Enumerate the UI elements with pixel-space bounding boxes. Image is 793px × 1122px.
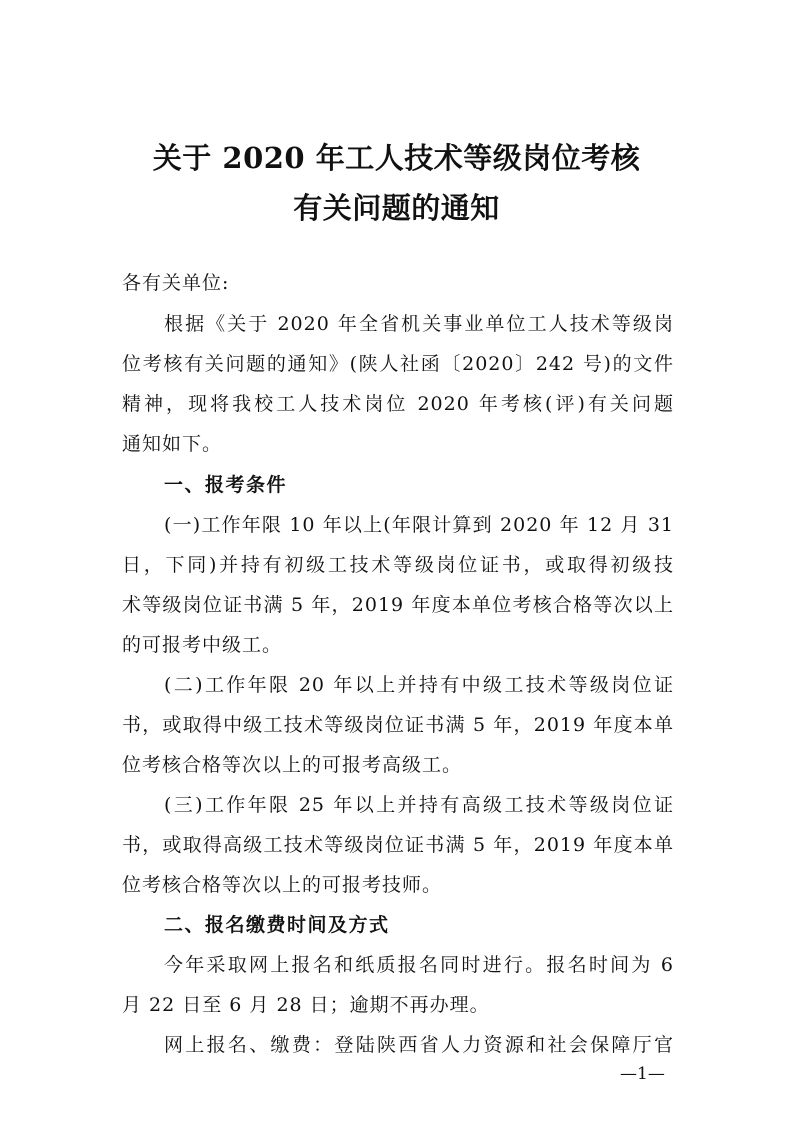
body-line: (一)工作年限 10 年以上(年限计算到 2020 年 12 月 31: [164, 514, 674, 536]
body-line: 书，或取得中级工技术等级岗位证书满 5 年，2019 年度本单: [122, 714, 674, 736]
body-line: 今年采取网上报名和纸质报名同时进行。报名时间为 6: [164, 954, 674, 976]
body-line: 位考核合格等次以上的可报考高级工。: [122, 754, 463, 776]
document-title-line-1: 关于 2020 年工人技术等级岗位考核: [152, 141, 641, 175]
page-number: —1—: [620, 1064, 665, 1084]
body-line: 位考核合格等次以上的可报考技师。: [122, 874, 443, 896]
body-line: (三)工作年限 25 年以上并持有高级工技术等级岗位证: [164, 794, 674, 816]
salutation: 各有关单位:: [122, 272, 230, 294]
body-line: 网上报名、缴费：登陆陕西省人力资源和社会保障厅官: [164, 1034, 674, 1056]
body-line: 通知如下。: [122, 433, 223, 455]
body-line: 书，或取得高级工技术等级岗位证书满 5 年，2019 年度本单: [122, 834, 674, 856]
body-line: 位考核有关问题的通知》(陕人社函〔2020〕242 号)的文件: [122, 353, 674, 375]
body-line: 术等级岗位证书满 5 年，2019 年度本单位考核合格等次以上: [122, 594, 674, 616]
body-line: 的可报考中级工。: [122, 634, 283, 656]
section-heading-1: 一、报考条件: [164, 474, 288, 496]
body-line: (二)工作年限 20 年以上并持有中级工技术等级岗位证: [164, 674, 674, 696]
body-line: 精神，现将我校工人技术岗位 2020 年考核(评)有关问题: [122, 393, 674, 415]
document-title-line-2: 有关问题的通知: [293, 191, 500, 225]
body-line: 根据《关于 2020 年全省机关事业单位工人技术等级岗: [164, 313, 674, 335]
body-line: 月 22 日至 6 月 28 日；逾期不再办理。: [122, 994, 490, 1016]
body-line: 日，下同)并持有初级工技术等级岗位证书，或取得初级技: [122, 554, 674, 576]
section-heading-2: 二、报名缴费时间及方式: [164, 914, 390, 936]
